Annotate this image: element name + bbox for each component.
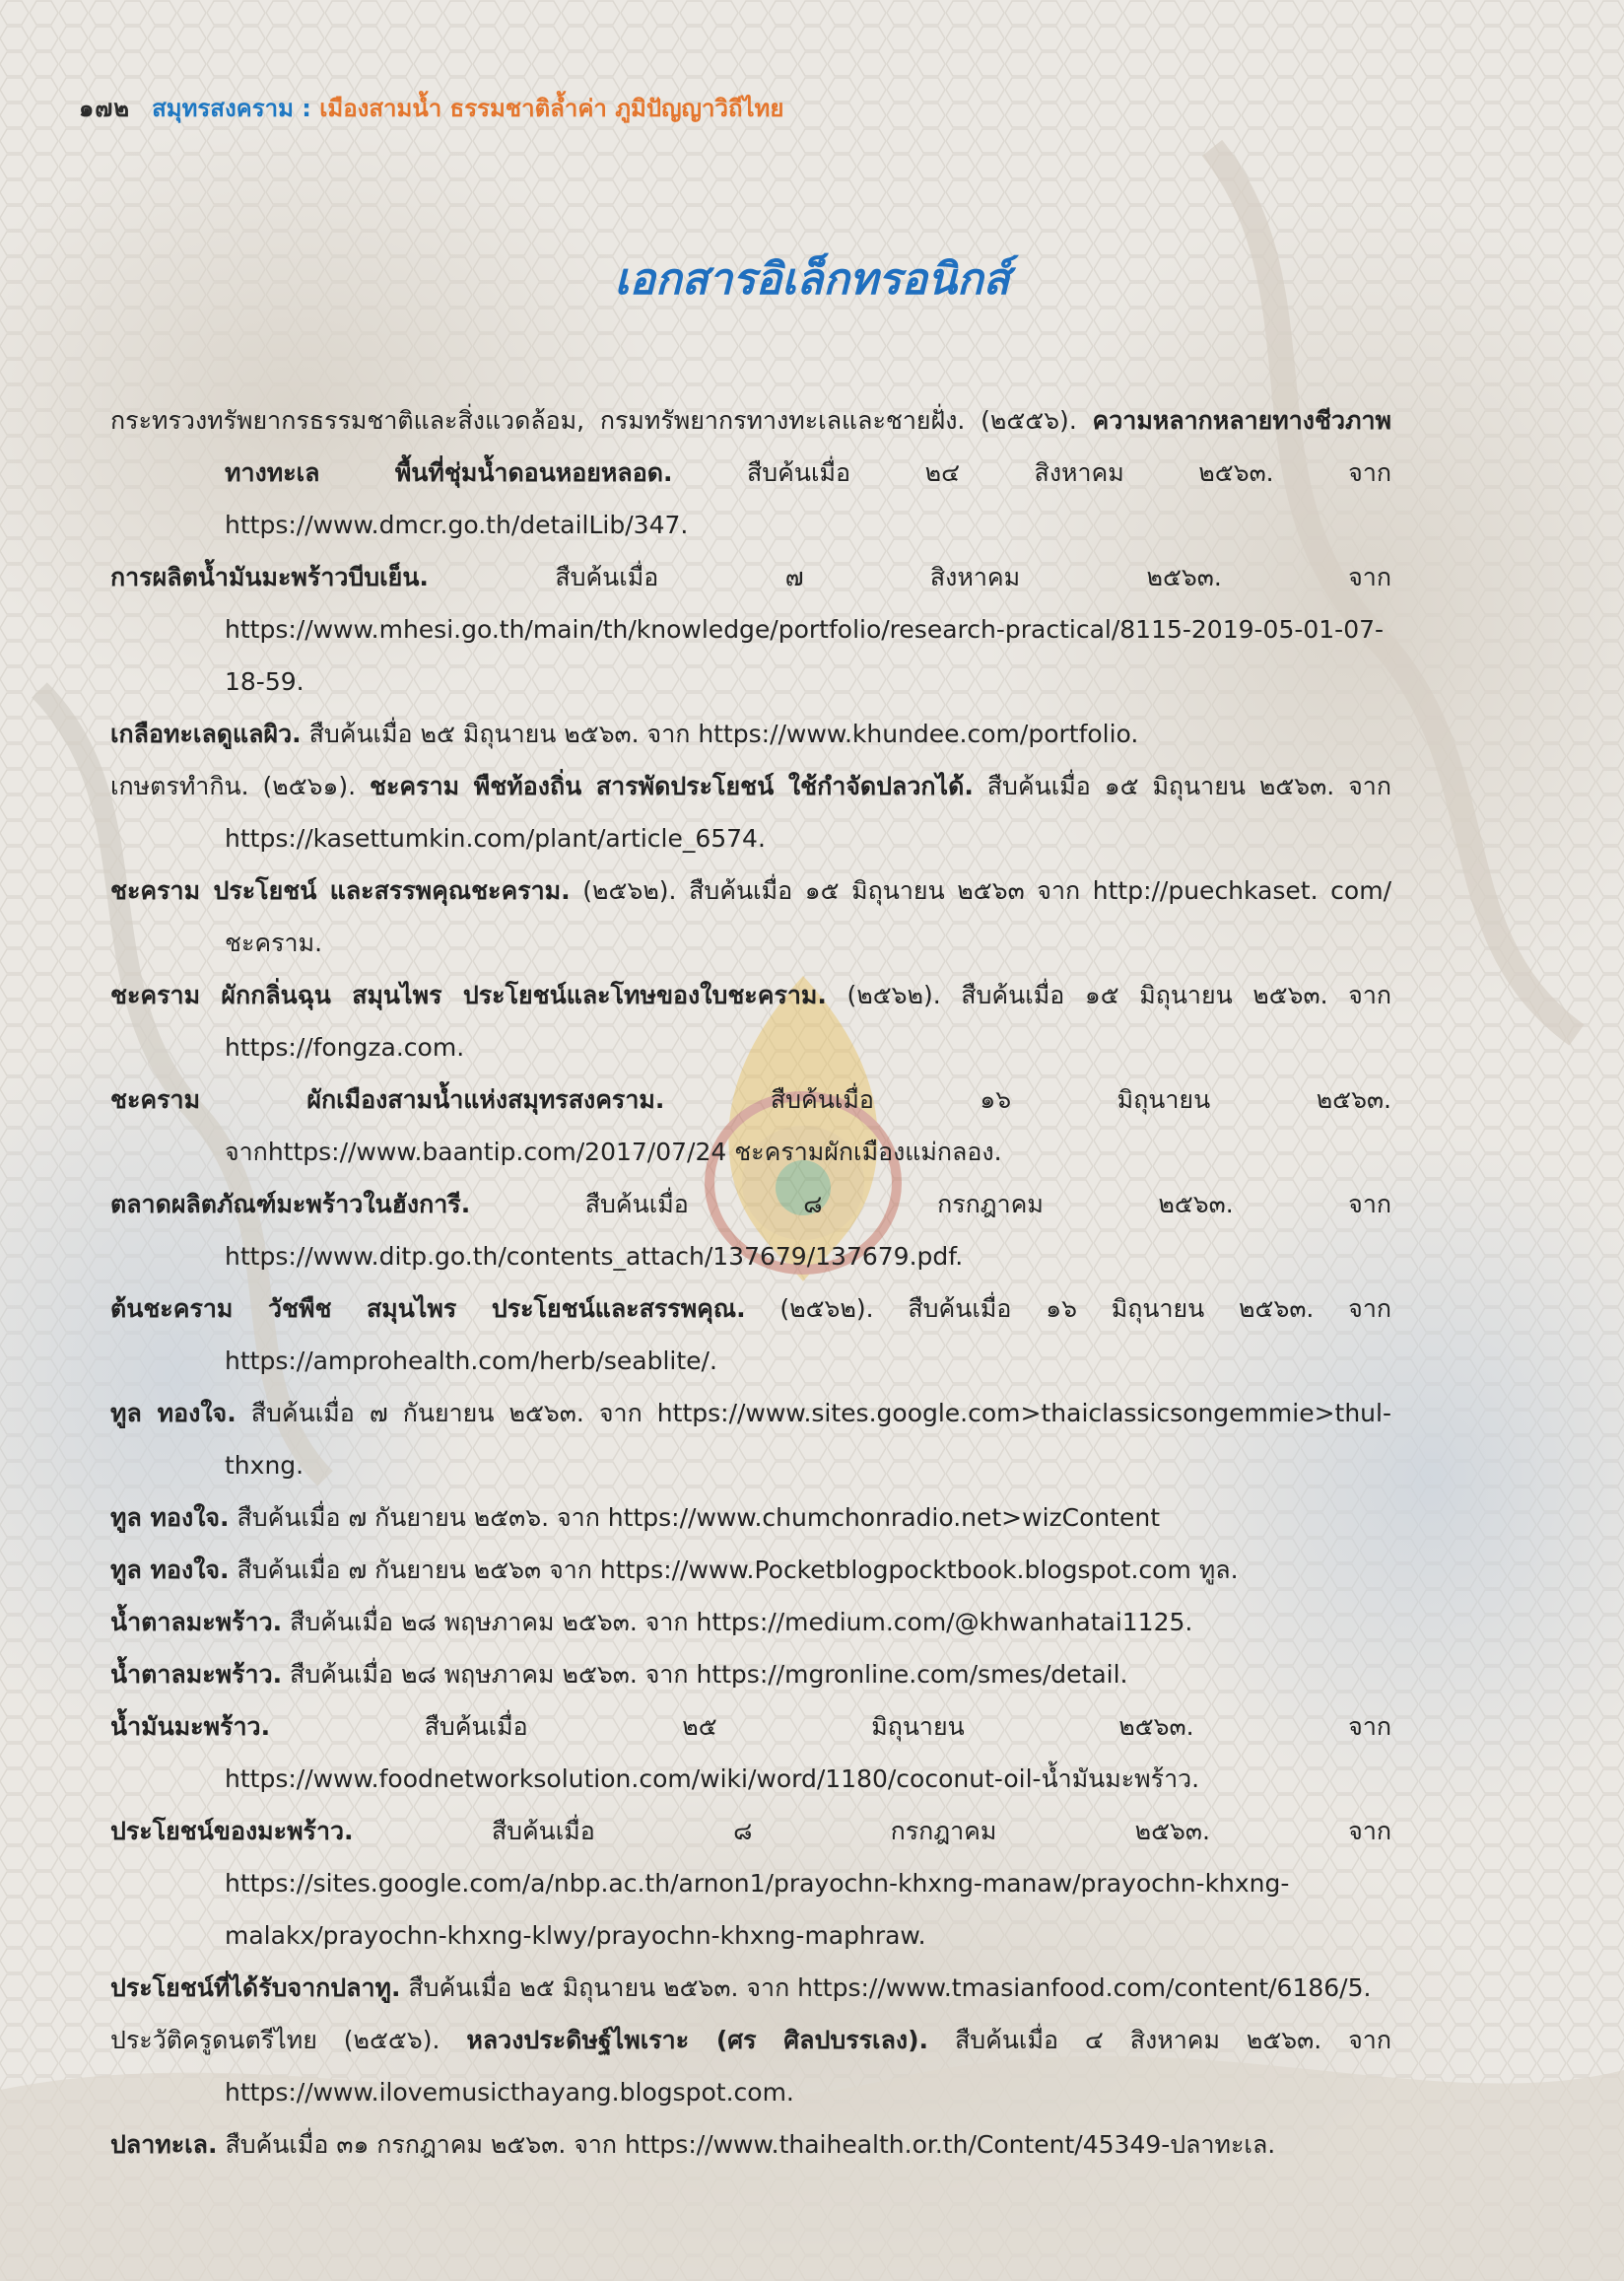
page-number: ๑๗๒ bbox=[79, 95, 131, 122]
reference-entry: เกลือทะเลดูแลผิว. สืบค้นเมื่อ ๒๕ มิถุนายน ๒๕๖๓. จาก https://www.khundee.com/portfolio. bbox=[110, 720, 1139, 748]
reference-entry: น้ำมันมะพร้าว. สืบค้นเมื่อ ๒๕ มิถุนายน ๒๕๖๓. จาก https://www.foodnetworksolution.com/wiki/word/1180/coconut-oil-น้ำมันมะพร้าว. bbox=[110, 1712, 1391, 1793]
reference-entry: ชะคราม ผักกลิ่นฉุน สมุนไพร ประโยชน์และโทษของใบชะคราม. (๒๕๖๒). สืบค้นเมื่อ ๑๕ มิถุนายน ๒๕๖๓. จาก https://fongza.com. bbox=[110, 981, 1391, 1062]
reference-entry: ประวัติครูดนตรีไทย (๒๕๕๖). หลวงประดิษฐ์ไพเราะ (ศร ศิลปบรรเลง). สืบค้นเมื่อ ๔ สิงหาคม ๒๕๖๓. จาก https://www.ilovemusicthayang.blogspot.com. bbox=[110, 2026, 1391, 2107]
reference-entry: น้ำตาลมะพร้าว. สืบค้นเมื่อ ๒๘ พฤษภาคม ๒๕๖๓. จาก https://mgronline.com/smes/detail. bbox=[110, 1660, 1128, 1689]
reference-entry: ชะคราม ผักเมืองสามน้ำแห่งสมุทรสงคราม. สืบค้นเมื่อ ๑๖ มิถุนายน ๒๕๖๓. จากhttps://www.baantip.com/2017/07/24 ชะครามผักเมืองแม่กลอง. bbox=[110, 1085, 1392, 1166]
reference-entry: ปลาทะเล. สืบค้นเมื่อ ๓๑ กรกฎาคม ๒๕๖๓. จาก https://www.thaihealth.or.th/Content/45349-ปลาทะเล. bbox=[110, 2130, 1276, 2159]
book-title: สมุทรสงคราม : bbox=[152, 95, 311, 122]
reference-entry: ต้นชะคราม วัชพืช สมุนไพร ประโยชน์และสรรพคุณ. (๒๕๖๒). สืบค้นเมื่อ ๑๖ มิถุนายน ๒๕๖๓. จาก https://amprohealth.com/herb/seablite/. bbox=[110, 1294, 1391, 1375]
reference-entry: ทูล ทองใจ. สืบค้นเมื่อ ๗ กันยายน ๒๕๖๓. จาก https://www.sites.google.com>thaiclassicsongemmie>thul-thxng. bbox=[110, 1399, 1391, 1480]
section-title: เอกสารอิเล็กทรอนิกส์ bbox=[614, 254, 1010, 305]
reference-entry: ชะคราม ประโยชน์ และสรรพคุณชะคราม. (๒๕๖๒). สืบค้นเมื่อ ๑๕ มิถุนายน ๒๕๖๓ จาก http://puechkaset. com/ชะคราม. bbox=[110, 876, 1391, 957]
reference-entry: ตลาดผลิตภัณฑ์มะพร้าวในฮังการี. สืบค้นเมื่อ ๘ กรกฎาคม ๒๕๖๓. จาก https://www.ditp.go.th/contents_attach/137679/137679.pdf. bbox=[110, 1190, 1391, 1271]
book-subtitle: เมืองสามน้ำ ธรรมชาติล้ำค่า ภูมิปัญญาวิถีไทย bbox=[319, 95, 784, 122]
reference-entry: กระทรวงทรัพยากรธรรมชาติและสิ่งแวดล้อม, กรมทรัพยากรทางทะเลและชายฝั่ง. (๒๕๕๖). ความหลากหลายทางชีวภาพทางทะเล พื้นที่ชุ่มน้ำดอนหอยหลอด. สืบค้นเมื่อ ๒๔ สิงหาคม ๒๕๖๓. จาก https://www.dmcr.go.th/detailLib/347. bbox=[110, 406, 1392, 539]
reference-entry: การผลิตน้ำมันมะพร้าวบีบเย็น. สืบค้นเมื่อ ๗ สิงหาคม ๒๕๖๓. จาก https://www.mhesi.go.th/main/th/knowledge/portfolio/research-practical/8115-2019-05-01-07-18-59. bbox=[110, 563, 1391, 696]
reference-list bbox=[110, 394, 1391, 2171]
reference-entry: ทูล ทองใจ. สืบค้นเมื่อ ๗ กันยายน ๒๕๓๖. จาก https://www.chumchonradio.net>wizContent bbox=[110, 1503, 1161, 1532]
reference-entry: เกษตรทำกิน. (๒๕๖๑). ชะคราม พืชท้องถิ่น สารพัดประโยชน์ ใช้กำจัดปลวกได้. สืบค้นเมื่อ ๑๕ มิถุนายน ๒๕๖๓. จาก https://kasettumkin.com/plant/article_6574. bbox=[110, 772, 1391, 853]
reference-entry: ประโยชน์ที่ได้รับจากปลาทู. สืบค้นเมื่อ ๒๕ มิถุนายน ๒๕๖๓. จาก https://www.tmasianfood.com/content/6186/5. bbox=[110, 1973, 1372, 2002]
reference-entry: น้ำตาลมะพร้าว. สืบค้นเมื่อ ๒๘ พฤษภาคม ๒๕๖๓. จาก https://medium.com/@khwanhatai1125. bbox=[110, 1608, 1193, 1636]
reference-entry: ทูล ทองใจ. สืบค้นเมื่อ ๗ กันยายน ๒๕๖๓ จาก https://www.Pocketblogpocktbook.blogspot.com ทูล. bbox=[110, 1555, 1239, 1584]
reference-entry: ประโยชน์ของมะพร้าว. สืบค้นเมื่อ ๘ กรกฎาคม ๒๕๖๓. จาก https://sites.google.com/a/nbp.ac.th/arnon1/prayochn-khxng-manaw/prayochn-khxng-malakx/prayochn-khxng-klwy/prayochn-khxng-maphraw. bbox=[110, 1817, 1391, 1950]
running-header bbox=[79, 89, 783, 127]
